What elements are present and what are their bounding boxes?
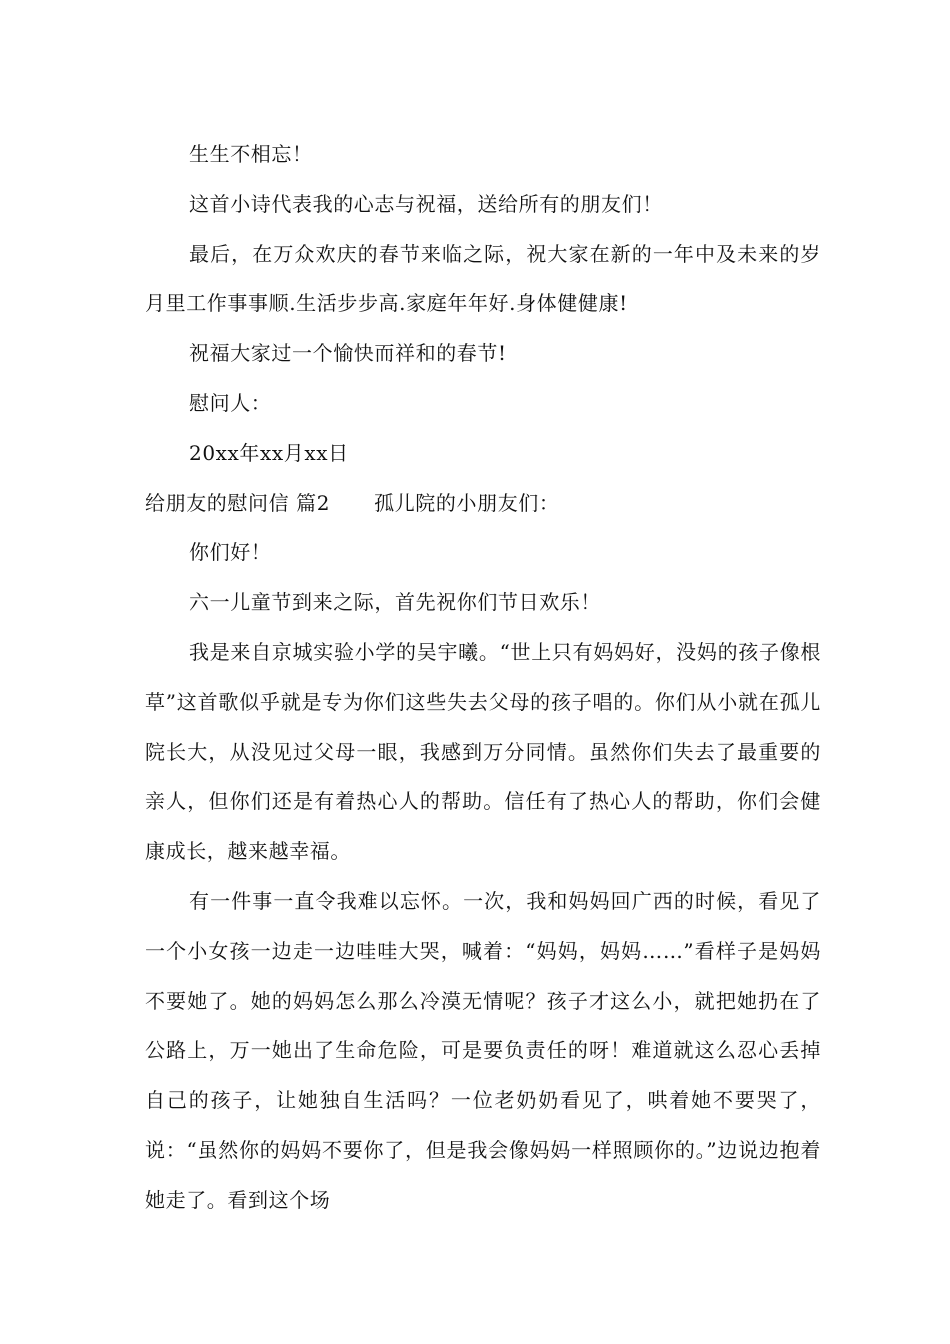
paragraph: 有一件事一直令我难以忘怀。一次，我和妈妈回广西的时候，看见了一个小女孩一边走一边哇哇大哭，喊着：“妈妈，妈妈……”看样子是妈妈不要她了。她的妈妈怎么那么冷漠无情呢？孩子才这么小，就把她扔在了公路上，万一她出了生命危险，可是要负责任的呀！难道就这么忍心丢掉自己的孩子，让她独自生活吗？一位老奶奶看见了，哄着她不要哭了，说：“虽然你的妈妈不要你了，但是我会像妈妈一样照顾你的。”边说边抱着她走了。看到这个场: [145, 888, 821, 1212]
paragraph: 祝福大家过一个愉快而祥和的春节!: [189, 341, 507, 366]
section-heading-line: [145, 479, 821, 529]
paragraph: 我是来自京城实验小学的吴宇曦。“世上只有妈妈好，没妈的孩子像根草”这首歌似乎就是专为你们这些失去父母的孩子唱的。你们从小就在孤儿院长大，从没见过父母一眼，我感到万分同情。虽然你们失去了最重要的亲人，但你们还是有着热心人的帮助。信任有了热心人的帮助，你们会健康成长，越来越幸福。: [145, 639, 821, 864]
paragraph: 生生不相忘！: [189, 142, 313, 166]
greeting: 你们好！: [189, 540, 272, 565]
document-body: [145, 130, 821, 1226]
paragraph: 最后，在万众欢庆的春节来临之际，祝大家在新的一年中及未来的岁月里工作事事顺.生活步步高.家庭年年好.身体健健康!: [145, 241, 821, 316]
paragraph: 六一儿童节到来之际，首先祝你们节日欢乐！: [189, 590, 601, 615]
salutation: 孤儿院的小朋友们：: [374, 490, 560, 515]
signature-label: 慰问人：: [189, 390, 272, 415]
date-line: 20xx年xx月xx日: [189, 440, 349, 465]
section-heading: 给朋友的慰问信 篇2: [145, 490, 331, 515]
paragraph: 这首小诗代表我的心志与祝福，送给所有的朋友们！: [189, 191, 663, 216]
